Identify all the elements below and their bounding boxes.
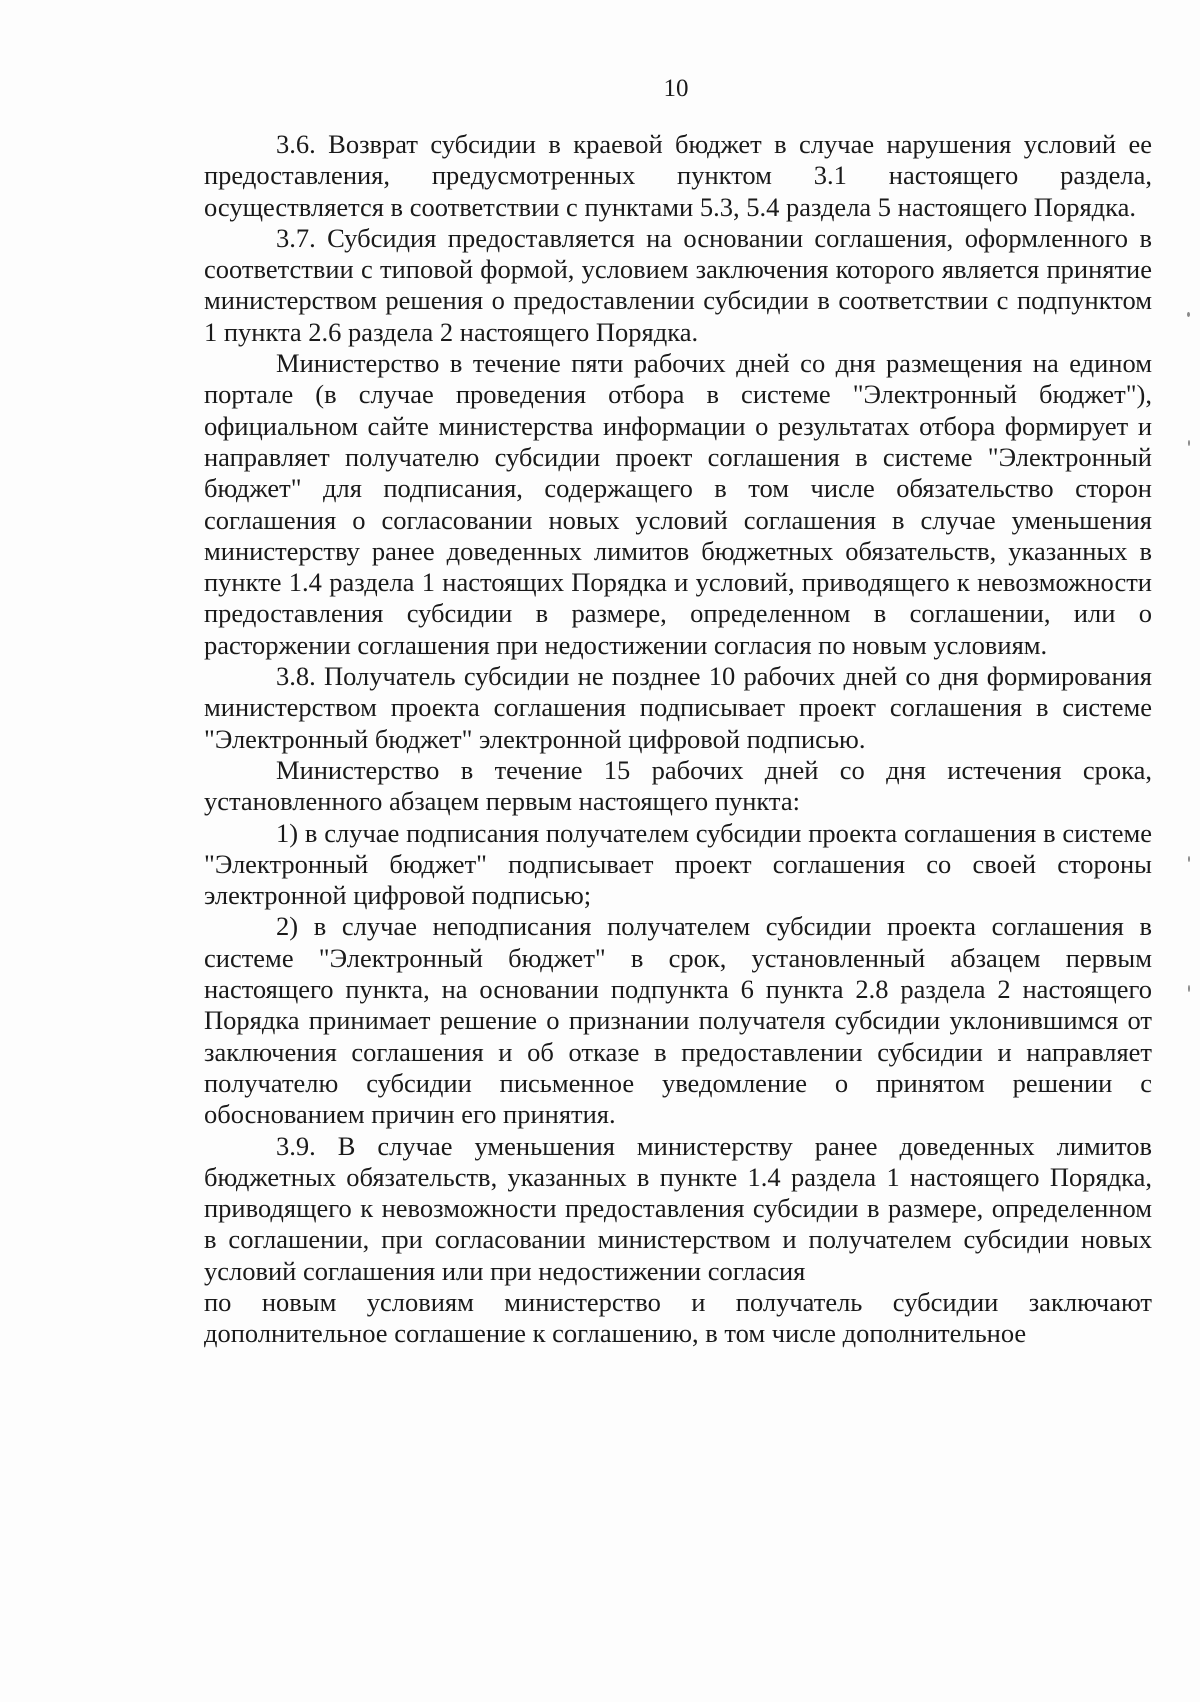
scan-speck [1188,856,1190,862]
paragraph-3-6: 3.6. Возврат субсидии в краевой бюджет в случае нарушения условий ее предоставления, предусмотренных пунктом 3.1 настоящего раздела, осуществляется в соответствии с пунктами 5.3, 5.4 раздела 5 настоящего Порядка. [204,129,1152,222]
paragraph-3-8-item-2: 2) в случае неподписания получателем субсидии проекта соглашения в системе "Электронный бюджет" в срок, установленный абзацем первым настоящего пункта, на основании подпункта 6 пункта 2.8 раздела 2 настоящего Порядка принимает решение о признании получателя субсидии уклонившимся от заключения соглашения и об отказе в предоставлении субсидии и направляет получателю субсидии письменное уведомление о принятом решении с обоснованием причин его принятия. [204,911,1152,1130]
paragraph-3-8-item-1: 1) в случае подписания получателем субсидии проекта соглашения в системе "Электронный бюджет" подписывает проект соглашения со своей стороны электронной цифровой подписью; [204,817,1152,911]
scan-speck [1187,312,1190,317]
document-body [204,129,1152,1350]
paragraph-3-7-ministry: Министерство в течение пяти рабочих дней со дня размещения на едином портале (в случае проведения отбора в системе "Электронный бюджет"), официальном сайте министерства информации о результатах отбора формирует и направляет получателю субсидии проект соглашения в системе "Электронный бюджет" для подписания, содержащего в том числе обязательство сторон соглашения о согласовании новых условий соглашения в случае уменьшения министерству ранее доведенных лимитов бюджетных обязательств, указанных в пункте 1.4 раздела 1 настоящих Порядка и условий, приводящего к невозможности предоставления субсидии в размере, определенном в соглашении, или о расторжении соглашения при недостижении согласия по новым условиям. [204,348,1152,660]
paragraph-3-7: 3.7. Субсидия предоставляется на основании соглашения, оформленного в соответствии с типовой формой, условием заключения которого является принятие министерством решения о предоставлении субсидии в соответствии с подпунктом 1 пункта 2.6 раздела 2 настоящего Порядка. [204,222,1152,347]
paragraph-3-9-continued: по новым условиям министерство и получатель субсидии заключают дополнительное соглашение к соглашению, в том числе дополнительное [204,1286,1152,1349]
page-number: 10 [663,75,689,102]
paragraph-3-8-ministry: Министерство в течение 15 рабочих дней со дня истечения срока, установленного абзацем первым настоящего пункта: [204,754,1152,817]
scan-speck [1188,985,1190,992]
paragraph-3-9: 3.9. В случае уменьшения министерству ранее доведенных лимитов бюджетных обязательств, указанных в пункте 1.4 раздела 1 настоящего Порядка, приводящего к невозможности предоставления субсидии в размере, определенном в соглашении, при согласовании министерством и получателем субсидии новых условий соглашения или при недостижении согласия [204,1130,1152,1286]
scan-speck [1188,440,1190,446]
paragraph-3-8: 3.8. Получатель субсидии не позднее 10 рабочих дней со дня формирования министерством проекта соглашения подписывает проект соглашения в системе "Электронный бюджет" электронной цифровой подписью. [204,661,1152,754]
